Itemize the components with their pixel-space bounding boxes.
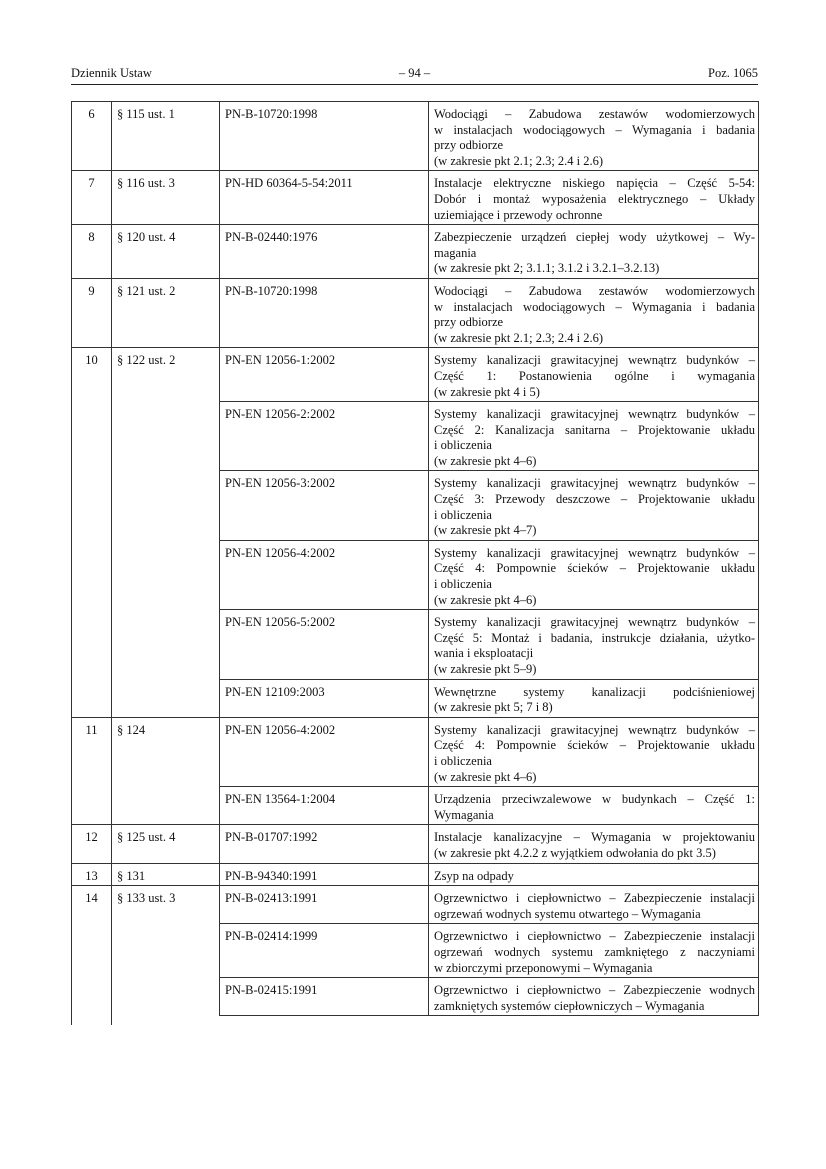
title-line: Instalacje kanalizacyjne – Wymagania w projektowaniu [434,830,755,845]
table-row [72,171,759,225]
title-line: (w zakresie pkt 4 i 5) [434,384,540,399]
title-line: ogrzewań wodnych systemu zamkniętego z naczyniami [434,944,755,959]
standard-title [429,278,759,347]
row-number: 14 [72,886,112,1016]
table-row [72,825,759,863]
standard-title [429,679,759,717]
title-line: zamkniętych systemów ciepłowniczych – Wymagania [434,998,705,1013]
title-line: w zbiorczymi przeponowymi – Wymagania [434,960,653,975]
paragraph-reference: § 131 [112,863,220,886]
title-line: i obliczenia [434,507,492,522]
title-line: Część 1: Postanowienia ogólne i wymagania [434,368,755,383]
title-line: (w zakresie pkt 5; 7 i 8) [434,700,553,715]
title-line: i obliczenia [434,577,492,592]
title-line: Część 5: Montaż i badania, instrukcje działania, użytko- [434,630,755,645]
title-line: Wodociągi – Zabudowa zestawów wodomierzowych [434,107,755,121]
title-line: przy odbiorze [434,315,504,330]
title-line: Instalacje elektryczne niskiego napięcia – Część 5-54: [434,176,755,191]
row-number: 9 [72,278,112,347]
standard-title [429,225,759,279]
standard-code: PN-B-02440:1976 [220,225,429,279]
title-line: Ogrzewnictwo i ciepłownictwo – Zabezpieczenie instalacji [434,929,755,944]
standard-title [429,825,759,863]
standard-title [429,348,759,402]
standard-code: PN-EN 13564-1:2004 [220,787,429,825]
row-number: 6 [72,102,112,171]
standard-code: PN-EN 12109:2003 [220,679,429,717]
title-line: (w zakresie pkt 2.1; 2.3; 2.4 i 2.6) [434,330,604,345]
standard-code: PN-B-10720:1998 [220,102,429,171]
standard-code: PN-EN 12056-4:2002 [220,540,429,609]
title-line: Systemy kanalizacji grawitacyjnej wewnątrz budynków – [434,722,755,737]
title-line: (w zakresie pkt 2; 3.1.1; 3.1.2 i 3.2.1–3.2.13) [434,261,660,276]
standard-title [429,471,759,540]
paragraph-reference: § 120 ust. 4 [112,225,220,279]
title-line: Część 4: Pompownie ścieków – Projektowanie układu [434,738,755,753]
standard-title [429,171,759,225]
row-number: 13 [72,863,112,886]
paragraph-reference: § 125 ust. 4 [112,825,220,863]
page-header [71,66,758,85]
paragraph-reference: § 115 ust. 1 [112,102,220,171]
position-number: Poz. 1065 [708,66,758,80]
table-row [72,717,759,786]
title-line: Wodociągi – Zabudowa zestawów wodomierzowych [434,283,755,298]
standard-title [429,610,759,679]
paragraph-reference: § 124 [112,717,220,825]
title-line: i obliczenia [434,438,492,453]
title-line: (w zakresie pkt 4–6) [434,453,537,468]
title-line: w instalacjach wodociągowych – Wymagania i badania [434,299,755,314]
title-line: (w zakresie pkt 2.1; 2.3; 2.4 i 2.6) [434,153,604,168]
paragraph-reference: § 122 ust. 2 [112,348,220,717]
table-row [72,278,759,347]
title-line: Część 3: Przewody deszczowe – Projektowanie układu [434,492,755,507]
title-line: Systemy kanalizacji grawitacyjnej wewnątrz budynków – [434,545,755,560]
title-line: Część 2: Kanalizacja sanitarna – Projektowanie układu [434,422,755,437]
table-continuation-line [71,1015,72,1025]
title-line: Ogrzewnictwo i ciepłownictwo – Zabezpieczenie wodnych [434,983,755,998]
standard-title [429,102,759,171]
standard-title [429,978,759,1016]
standard-code: PN-B-02414:1999 [220,924,429,978]
title-line: Systemy kanalizacji grawitacyjnej wewnątrz budynków – [434,353,755,368]
title-line: Systemy kanalizacji grawitacyjnej wewnątrz budynków – [434,615,755,630]
title-line: (w zakresie pkt 4–6) [434,592,537,607]
row-number: 10 [72,348,112,717]
table-row [72,348,759,402]
standard-code: PN-B-94340:1991 [220,863,429,886]
standard-code: PN-B-02413:1991 [220,886,429,924]
title-line: wania i eksploatacji [434,646,534,661]
title-line: Zsyp na odpady [434,868,514,883]
standard-code: PN-B-10720:1998 [220,278,429,347]
title-line: Urządzenia przeciwzalewowe w budynkach – Część 1: [434,792,755,807]
paragraph-reference: § 116 ust. 3 [112,171,220,225]
standard-code: PN-EN 12056-2:2002 [220,402,429,471]
standard-title [429,787,759,825]
row-number: 12 [72,825,112,863]
standard-title [429,886,759,924]
title-line: magania [434,245,477,260]
title-line: Zabezpieczenie urządzeń ciepłej wody użytkowej – Wy- [434,230,755,245]
row-number: 11 [72,717,112,825]
title-line: Część 4: Pompownie ścieków – Projektowanie układu [434,561,755,576]
title-line: przy odbiorze [434,138,504,153]
standard-code: PN-B-02415:1991 [220,978,429,1016]
title-line: Wewnętrzne systemy kanalizacji podciśnieniowej [434,684,755,699]
standard-code: PN-EN 12056-3:2002 [220,471,429,540]
journal-title: Dziennik Ustaw [71,66,152,80]
table-row [72,225,759,279]
title-line: Dobór i montaż wyposażenia elektrycznego – Układy [434,191,755,206]
paragraph-reference: § 121 ust. 2 [112,278,220,347]
title-line: Ogrzewnictwo i ciepłownictwo – Zabezpieczenie instalacji [434,891,755,906]
title-line: (w zakresie pkt 4–7) [434,523,537,538]
title-line: Wymagania [434,807,494,822]
title-line: uziemiające i przewody ochronne [434,207,603,222]
standard-code: PN-HD 60364-5-54:2011 [220,171,429,225]
standard-code: PN-B-01707:1992 [220,825,429,863]
table-row [72,886,759,924]
standard-title [429,540,759,609]
title-line: (w zakresie pkt 4.2.2 z wyjątkiem odwołania do pkt 3.5) [434,845,716,860]
standard-code: PN-EN 12056-5:2002 [220,610,429,679]
row-number: 8 [72,225,112,279]
title-line: Systemy kanalizacji grawitacyjnej wewnątrz budynków – [434,407,755,422]
standard-title [429,402,759,471]
standard-title [429,717,759,786]
table-row [72,102,759,171]
page-number: – 94 – [398,66,431,80]
title-line: Systemy kanalizacji grawitacyjnej wewnątrz budynków – [434,476,755,491]
row-number: 7 [72,171,112,225]
standard-title [429,924,759,978]
title-line: (w zakresie pkt 5–9) [434,662,537,676]
title-line: i obliczenia [434,753,492,768]
title-line: w instalacjach wodociągowych – Wymagania i badania [434,122,755,137]
standard-title [429,863,759,886]
title-line: (w zakresie pkt 4–6) [434,769,537,784]
table-row [72,863,759,886]
table-continuation-line [111,1015,112,1025]
standard-code: PN-EN 12056-4:2002 [220,717,429,786]
standard-code: PN-EN 12056-1:2002 [220,348,429,402]
paragraph-reference: § 133 ust. 3 [112,886,220,1016]
title-line: ogrzewań wodnych systemu otwartego – Wymagania [434,906,701,921]
standards-table [71,101,759,1016]
